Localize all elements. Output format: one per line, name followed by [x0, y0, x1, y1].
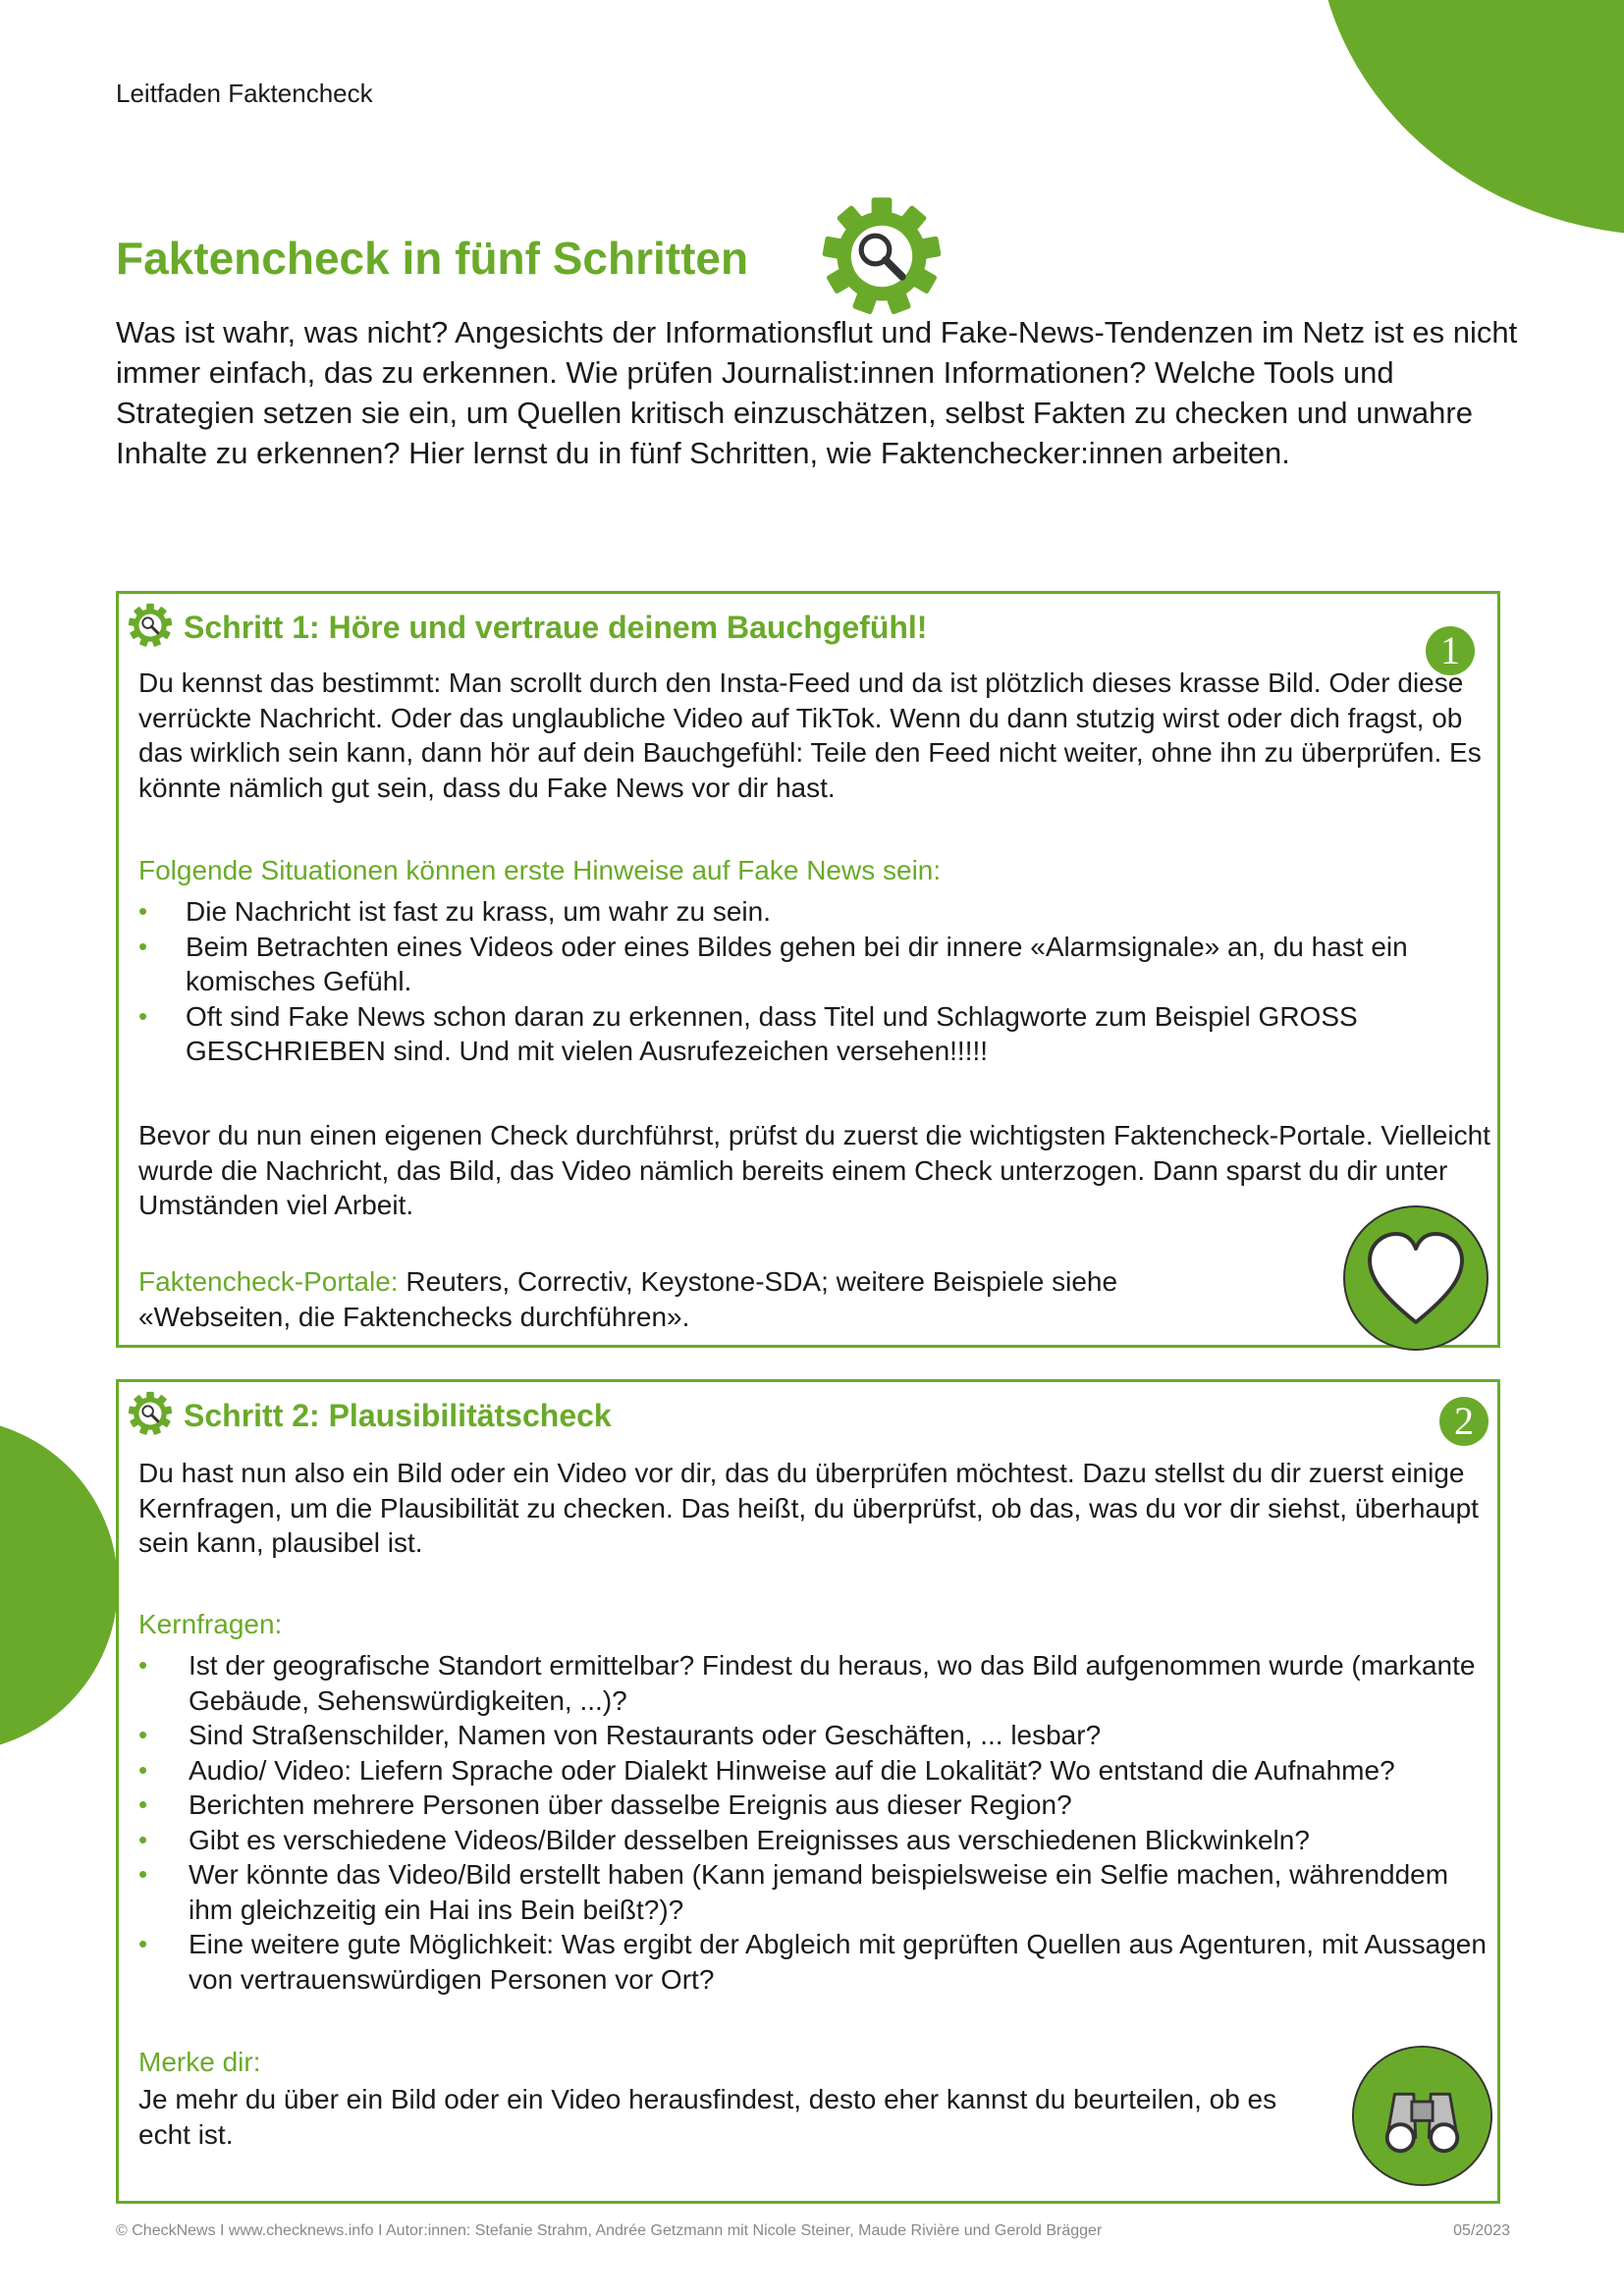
remember-heading: Merke dir:: [138, 2047, 261, 2077]
gear-magnifier-icon: [818, 192, 946, 320]
list-item: • Sind Straßenschilder, Namen von Restaurants oder Geschäften, ... lesbar?: [138, 1718, 1493, 1753]
list-item: • Berichten mehrere Personen über dasselbe Ereignis aus dieser Region?: [138, 1788, 1493, 1823]
bullet-icon: •: [138, 1789, 148, 1819]
bullet-icon: •: [138, 1720, 148, 1749]
hints-heading: Folgende Situationen können erste Hinweise auf Fake News sein:: [138, 855, 942, 885]
intro-paragraph: Was ist wahr, was nicht? Angesichts der Informationsflut und Fake-News-Tendenzen im Netz ist es nicht immer einfach, das zu erkennen. Wie prüfen Journalist:innen Informationen? Welche Tools und Strategien setzen sie ein, um Quellen kritisch einzuschätzen, selbst Fakten zu checken und unwahre Inhalte zu erkennen? Hier lernst du in fünf Schritten, wie Faktenchecker:innen arbeiten.: [116, 315, 1518, 470]
gear-magnifier-icon: [127, 1390, 174, 1437]
step-1-box: [116, 591, 1500, 1348]
list-item: • Wer könnte das Video/Bild erstellt haben (Kann jemand beispielsweise ein Selfie machen, währenddem ihm gleichzeitig ein Hai ins Bein beißt?)?: [138, 1859, 1449, 1925]
step-number-badge: 1: [1426, 626, 1475, 675]
step-2-paragraph: Du hast nun also ein Bild oder ein Video vor dir, das du überprüfen möchtest. Dazu stellst du dir zuerst einige Kernfragen, um die Plausibilität zu checken. Das heißt, du überprüfst, ob das, was du vor dir siehst, überhaupt sein kann, plausibel ist.: [138, 1458, 1479, 1558]
gear-magnifier-icon: [127, 602, 174, 649]
decorative-green-blob-top-right: [1316, 0, 1624, 236]
footer-date: 05/2023: [1453, 2222, 1510, 2239]
portals-text: Reuters, Correctiv, Keystone-SDA; weitere Beispiele siehe «Webseiten, die Faktenchecks durchführen».: [138, 1266, 1118, 1332]
list-item: • Eine weitere gute Möglichkeit: Was ergibt der Abgleich mit geprüften Quellen aus Agenturen, mit Aussagen von vertrauenswürdigen Personen vor Ort?: [138, 1929, 1487, 1995]
list-item: • Oft sind Fake News schon daran zu erkennen, dass Titel und Schlagworte zum Beispiel GROSS GESCHRIEBEN sind. Und mit vielen Ausrufezeichen versehen!!!!!: [138, 1000, 1358, 1066]
list-item: • Audio/ Video: Liefern Sprache oder Dialekt Hinweise auf die Lokalität? Wo entstand die Aufnahme?: [138, 1753, 1493, 1789]
step-2-title: Schritt 2: Plausibilitätscheck: [184, 1398, 612, 1433]
hints-list: [138, 894, 1493, 1069]
bullet-icon: •: [138, 1000, 148, 1031]
footer-credits: © CheckNews I www.checknews.info I Autor:innen: Stefanie Strahm, Andrée Getzmann mit Nicole Steiner, Maude Rivière und Gerold Brägger: [116, 2222, 1103, 2239]
title-row: [116, 192, 1098, 320]
step-1-title: Schritt 1: Höre und vertraue deinem Bauchgefühl!: [184, 610, 928, 645]
list-item: • Ist der geografische Standort ermittelbar? Findest du heraus, wo das Bild aufgenommen wurde (markante Gebäude, Sehenswürdigkeiten, ...)?: [138, 1650, 1476, 1716]
bullet-icon: •: [138, 1824, 148, 1854]
portals-paragraph: [138, 1264, 1258, 1334]
questions-heading: Kernfragen:: [138, 1609, 283, 1639]
step-1-paragraph: Du kennst das bestimmt: Man scrollt durch den Insta-Feed und da ist plötzlich dieses krasse Bild. Oder diese verrückte Nachricht. Oder das unglaubliche Video auf TikTok. Wenn du dann stutzig wirst oder dich fragst, ob das wirklich sein kann, dann hör auf dein Bauchgefühl: Teile den Feed nicht weiter, ohne ihn zu überprüfen. Es könnte nämlich gut sein, dass du Fake News vor dir hast.: [138, 667, 1482, 803]
list-item: • Gibt es verschiedene Videos/Bilder desselben Ereignisses aus verschiedenen Blickwinkeln?: [138, 1823, 1493, 1858]
decorative-green-blob-left: [0, 1418, 118, 1752]
list-item: • Die Nachricht ist fast zu krass, um wahr zu sein.: [138, 894, 1493, 930]
bullet-icon: •: [138, 1754, 148, 1785]
bullet-icon: •: [138, 931, 148, 961]
before-check-paragraph: Bevor du nun einen eigenen Check durchführst, prüfst du zuerst die wichtigsten Faktencheck-Portale. Vielleicht wurde die Nachricht, das Bild, das Video nämlich bereits einem Check unterzogen. Dann sparst du dir unter Umständen viel Arbeit.: [138, 1120, 1490, 1220]
bullet-icon: •: [138, 896, 148, 926]
portals-label: Faktencheck-Portale:: [138, 1266, 399, 1297]
step-2-box: [116, 1379, 1500, 2204]
remember-text: Je mehr du über ein Bild oder ein Video herausfindest, desto eher kannst du beurteilen, ob es echt ist.: [138, 2084, 1277, 2150]
step-number-badge: 2: [1439, 1397, 1489, 1446]
bullet-icon: •: [138, 1650, 148, 1680]
bullet-icon: •: [138, 1929, 148, 1958]
page-title: Faktencheck in fünf Schritten: [116, 233, 749, 284]
running-header: Leitfaden Faktencheck: [116, 79, 373, 108]
list-item: • Beim Betrachten eines Videos oder eines Bildes gehen bei dir innere «Alarmsignale» an, du hast ein komisches Gefühl.: [138, 931, 1408, 996]
questions-list: [138, 1648, 1493, 1997]
heart-icon: [1342, 1204, 1489, 1352]
binoculars-icon: [1351, 2045, 1493, 2187]
bullet-icon: •: [138, 1859, 148, 1889]
